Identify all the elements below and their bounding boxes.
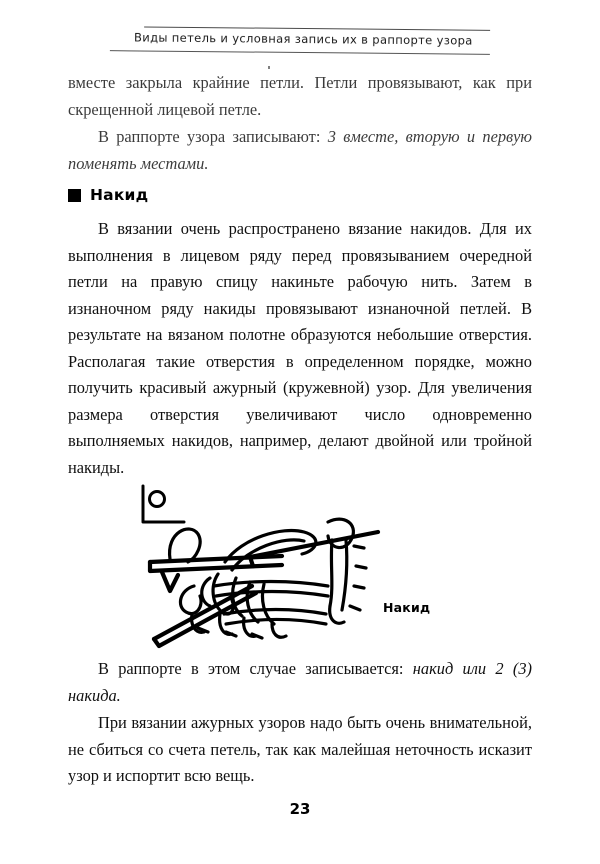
filled-square-bullet-icon [68,189,81,202]
knitting-yarn-over-drawing [132,474,392,649]
paragraph-rapport [68,124,532,177]
paragraph-continued-block [68,70,532,123]
fabric-rows [214,582,328,625]
paragraph-rapport-block [68,124,532,177]
section-heading-label: Накид [90,186,149,204]
running-head [110,26,490,56]
paragraph-rapport-emphasis: 3 вместе, вторую и первую поменять местами. [68,127,532,173]
section-heading-nakid [68,186,148,204]
paragraph-continued: вместе закрыла крайние петли. Петли провязывают, как при скрещенной лицевой петле. [68,73,532,119]
paragraph-warning-block [68,710,532,790]
paragraph-record-emphasis: накид или 2 (3) накида. [68,659,533,705]
scan-speck [268,66,270,69]
running-head-rule-bottom [110,50,490,55]
running-head-text: Виды петель и условная запись их в раппорте узора [133,30,473,48]
paragraph-main: В вязании очень распространено вязание накидов. Для их выполнения в лицевом ряду перед провязыванием очередной петли на правую спицу накиньте рабочую нить. Затем в изнаночном ряду накиды провязывают изнаночной петлей. В результате на вязаном полотне образуются небольшие отверстия. Располагая такие отверстия в определенном порядке, можно получить красивый ажурный (кружевной) узор. Для увеличения размера отверстия увеличивают число одновременно выполняемых накидов, например, делают двойной или тройной накиды. [68,219,532,477]
paragraph-record [68,656,532,709]
figure-nakid-illustration [132,474,392,649]
yarn-over-loop [170,529,201,562]
paragraph-record-lead: В раппорте в этом случае записывается: [98,659,413,678]
paragraph-record-block [68,656,532,709]
paragraph-main-block [68,216,532,481]
yarn-over-circle-symbol [143,486,184,522]
paragraph-rapport-lead: В раппорте узора записывают: [98,127,328,146]
figure-caption: Накид [383,600,431,615]
hanging-stitches [180,574,286,638]
page-number: 23 [289,800,311,818]
paragraph-warning: При вязании ажурных узоров надо быть очень внимательной, не сбиться со счета петель, так как малейшая неточность исказит узор и испортит всю вещь. [68,713,532,785]
